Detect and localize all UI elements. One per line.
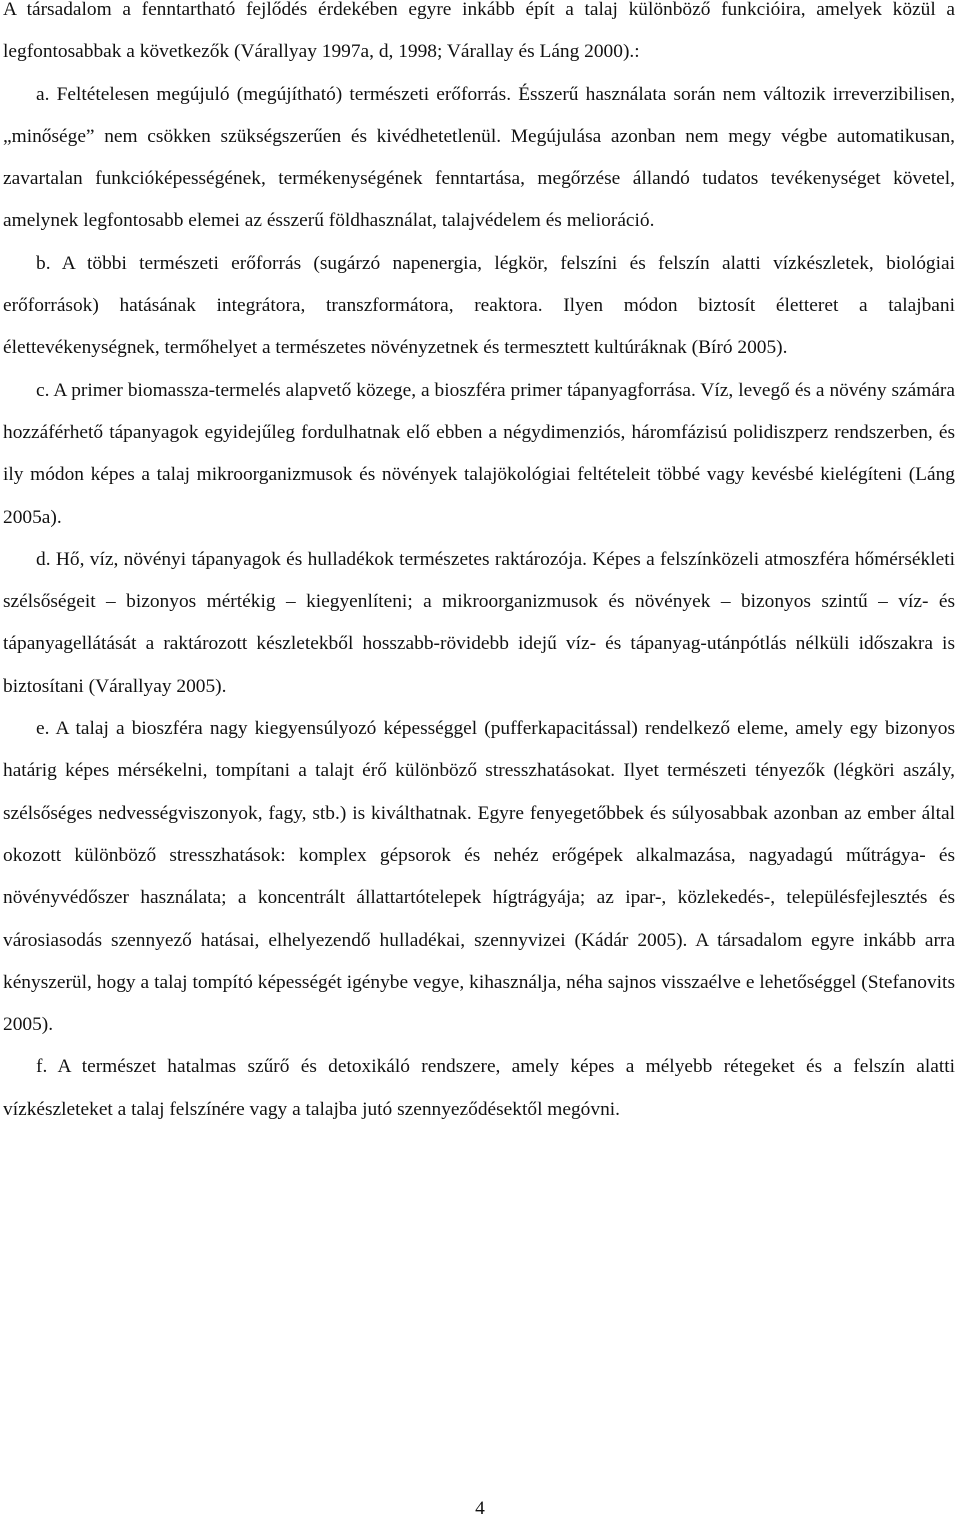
function-a-paragraph: a. Feltételesen megújuló (megújítható) természeti erőforrás. Ésszerű használata során nem változik irreverzibilisen, „minősége” nem csökken szükségszerűen és kivédhetetlenül. Megújulása azonban nem megy végbe automatikusan, zavartalan funkcióképességének, termékenységének fenntartása, megőrzése állandó tudatos tevékenységet követel, amelynek legfontosabb elemei az ésszerű földhasználat, talajvédelem és melioráció. bbox=[3, 83, 955, 232]
function-c-paragraph: c. A primer biomassza-termelés alapvető közege, a bioszféra primer tápanyagforrása. Víz, levegő és a növény számára hozzáférhető tápanyagok egyidejűleg fordulhatnak elő ebben a négydimenziós, háromfázisú polidiszperz rendszerben, és ily módon képes a talaj mikroorganizmusok és növények talajökológiai feltételeit többé vagy kevésbé kielégíteni (Láng 2005a). bbox=[3, 379, 955, 528]
function-e-paragraph: e. A talaj a bioszféra nagy kiegyensúlyozó képességgel (pufferkapacitással) rendelkező eleme, amely egy bizonyos határig képes mérsékelni, tompítani a talajt érő különböző stresszhatásokat. Ilyet természeti tényezők (légköri aszály, szélsőséges nedvességviszonyok, fagy, stb.) is kiválthatnak. Egyre fenyegetőbbek és súlyosabbak azonban az ember által okozott különböző stresszhatások: komplex gépsorok és nehéz erőgépek alkalmazása, nagyadagú műtrágya- és növényvédőszer használata; a koncentrált állattartótelepek hígtrágyája; az ipar-, közlekedés-, településfejlesztés és városiasodás szennyező hatásai, elhelyezendő hulladékai, szennyvizei (Kádár 2005). A társadalom egyre inkább arra kényszerül, hogy a talaj tompító képességét igénybe vegye, kihasználja, néha sajnos visszaélve e lehetőséggel (Stefanovits 2005). bbox=[3, 718, 955, 1036]
intro-paragraph: A társadalom a fenntartható fejlődés érdekében egyre inkább épít a talaj különböző funkcióira, amelyek közül a legfontosabbak a következők (Várallyay 1997a, d, 1998; Várallay és Láng 2000).: bbox=[3, 0, 955, 63]
function-d-paragraph: d. Hő, víz, növényi tápanyagok és hulladékok természetes raktározója. Képes a felszínközeli atmoszféra hőmérsékleti szélsőségeit – bizonyos mértékig – kiegyenlíteni; a mikroorganizmusok és növények – bizonyos szintű – víz- és tápanyagellátását a raktározott készletekből hosszabb-rövidebb idejű víz- és tápanyag-utánpótlás nélküli időszakra is biztosítani (Várallyay 2005). bbox=[3, 548, 955, 697]
document-page bbox=[3, 0, 955, 1131]
function-f-paragraph: f. A természet hatalmas szűrő és detoxikáló rendszere, amely képes a mélyebb rétegeket és a felszín alatti vízkészleteket a talaj felszínére vagy a talajba jutó szennyeződésektől megóvni. bbox=[3, 1056, 955, 1120]
function-b-paragraph: b. A többi természeti erőforrás (sugárzó napenergia, légkör, felszíni és felszín alatti vízkészletek, biológiai erőforrások) hatásának integrátora, transzformátora, reaktora. Ilyen módon biztosít életteret a talajbani élettevékenységnek, termőhelyet a természetes növényzetnek és termesztett kultúráknak (Bíró 2005). bbox=[3, 252, 955, 359]
page-number: 4 bbox=[475, 1498, 485, 1519]
